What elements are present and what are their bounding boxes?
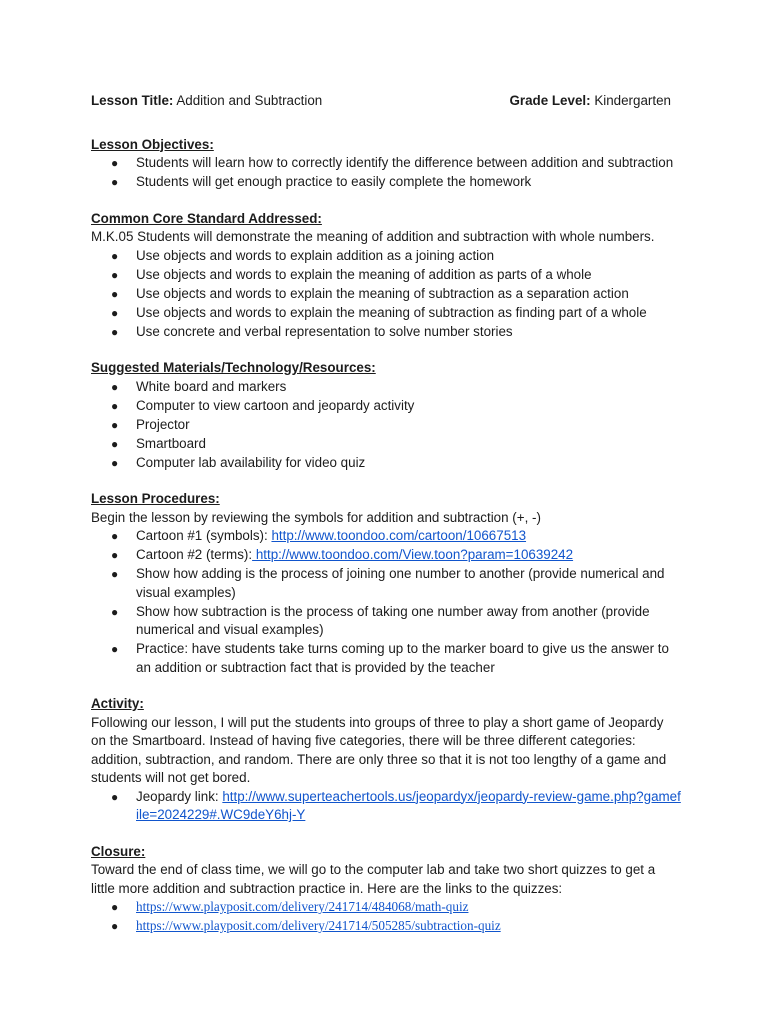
list-item: ● Computer lab availability for video quiz — [91, 454, 681, 473]
activity-list — [91, 788, 681, 825]
cartoon2-label: Cartoon #2 (terms): — [136, 547, 253, 562]
list-item — [91, 527, 681, 546]
closure-section — [91, 843, 681, 936]
list-item: ● Students will get enough practice to easily complete the homework — [91, 173, 681, 192]
title-row — [91, 92, 681, 111]
procedures-list — [91, 527, 681, 677]
lesson-title — [91, 92, 322, 111]
objectives-list — [91, 154, 681, 192]
list-item: ● Practice: have students take turns coming up to the marker board to give us the answer to an addition or subtraction fact that is provided by the teacher — [111, 641, 669, 675]
materials-list — [91, 378, 681, 473]
materials-section — [91, 359, 681, 472]
materials-heading: Suggested Materials/Technology/Resources: — [91, 360, 376, 375]
list-item: ● Use objects and words to explain the meaning of subtraction as finding part of a whole — [91, 304, 681, 323]
list-item — [91, 898, 681, 917]
list-item: ● Computer to view cartoon and jeopardy activity — [91, 397, 681, 416]
bullet-icon: ● — [111, 642, 119, 656]
cartoon2-link[interactable]: http://www.toondoo.com/View.toon?param=10639242 — [252, 547, 574, 562]
bullet-icon: ● — [111, 248, 119, 263]
list-item: ● Projector — [91, 416, 681, 435]
bullet-icon: ● — [111, 900, 119, 914]
standard-intro: M.K.05 Students will demonstrate the meaning of addition and subtraction with whole numbers. — [91, 229, 655, 244]
bullet-icon: ● — [111, 567, 119, 581]
grade-level-label: Grade Level: — [509, 93, 591, 108]
bullet-icon: ● — [111, 156, 119, 170]
closure-list — [91, 898, 681, 936]
grade-level-value: Kindergarten — [594, 93, 671, 108]
bullet-icon: ● — [111, 175, 119, 189]
procedures-intro: Begin the lesson by reviewing the symbols for addition and subtraction (+, -) — [91, 509, 541, 525]
bullet-icon: ● — [111, 548, 119, 562]
bullet-icon: ● — [111, 305, 119, 320]
objectives-heading: Lesson Objectives: — [91, 136, 214, 152]
activity-text: Following our lesson, I will put the students into groups of three to play a short game of Jeopardy on the Smartboard. Instead of having five categories, there will be three different categories: addition, subtraction, and random. There are only three so that it is not too lengthy of a game and students will not get bored. — [91, 714, 667, 785]
list-item: ● Use objects and words to explain the meaning of addition as parts of a whole — [91, 266, 681, 285]
activity-section — [91, 695, 681, 825]
list-item — [91, 788, 681, 825]
bullet-icon: ● — [111, 267, 119, 282]
list-item: ● Show how subtraction is the process of taking one number away from another (provide numerical and visual examples) — [111, 603, 650, 637]
bullet-icon: ● — [111, 789, 119, 804]
list-item — [91, 917, 681, 936]
closure-heading: Closure: — [91, 843, 146, 859]
lesson-title-label: Lesson Title: — [91, 93, 174, 108]
procedures-heading: Lesson Procedures: — [91, 491, 220, 506]
jeopardy-link[interactable]: http://www.superteachertools.us/jeopardyx/jeopardy-review-game.php?gamefile=2024229#.WC9deY6hj-Y — [136, 788, 681, 822]
list-item: ● Use objects and words to explain addition as a joining action — [91, 247, 681, 266]
list-item: ● Students will learn how to correctly identify the difference between addition and subtraction — [91, 154, 681, 173]
standard-section — [91, 210, 681, 342]
lesson-plan-document — [91, 92, 681, 936]
bullet-icon: ● — [111, 436, 119, 451]
standard-list — [91, 247, 681, 342]
standard-heading: Common Core Standard Addressed: — [91, 210, 322, 226]
lesson-title-value: Addition and Subtraction — [176, 93, 323, 108]
quiz-link-math[interactable]: https://www.playposit.com/delivery/241714/484068/math-quiz — [136, 899, 469, 914]
procedures-section — [91, 490, 681, 677]
bullet-icon: ● — [111, 379, 119, 394]
cartoon1-label: Cartoon #1 (symbols): — [136, 528, 272, 543]
activity-heading: Activity: — [91, 696, 144, 711]
list-item: ● White board and markers — [91, 378, 681, 397]
bullet-icon: ● — [111, 417, 119, 432]
bullet-icon: ● — [111, 604, 119, 619]
objectives-section — [91, 136, 681, 192]
bullet-icon: ● — [111, 919, 119, 933]
bullet-icon: ● — [111, 286, 119, 301]
bullet-icon: ● — [111, 455, 119, 470]
list-item: ● Show how adding is the process of joining one number to another (provide numerical and visual examples) — [111, 566, 665, 600]
bullet-icon: ● — [111, 398, 119, 413]
quiz-link-subtraction[interactable]: https://www.playposit.com/delivery/241714/505285/subtraction-quiz — [136, 918, 501, 933]
bullet-icon: ● — [111, 529, 119, 543]
grade-level — [509, 92, 671, 111]
bullet-icon: ● — [111, 324, 119, 339]
list-item: ● Use concrete and verbal representation to solve number stories — [91, 323, 681, 342]
jeopardy-label: Jeopardy link: — [136, 788, 223, 804]
closure-text: Toward the end of class time, we will go to the computer lab and take two short quizzes to get a little more addition and subtraction practice in. Here are the links to the quizzes: — [91, 862, 656, 896]
list-item: ● Use objects and words to explain the meaning of subtraction as a separation action — [91, 285, 681, 304]
list-item: ● Smartboard — [91, 435, 681, 454]
cartoon1-link[interactable]: http://www.toondoo.com/cartoon/10667513 — [271, 528, 527, 543]
list-item — [91, 546, 681, 565]
